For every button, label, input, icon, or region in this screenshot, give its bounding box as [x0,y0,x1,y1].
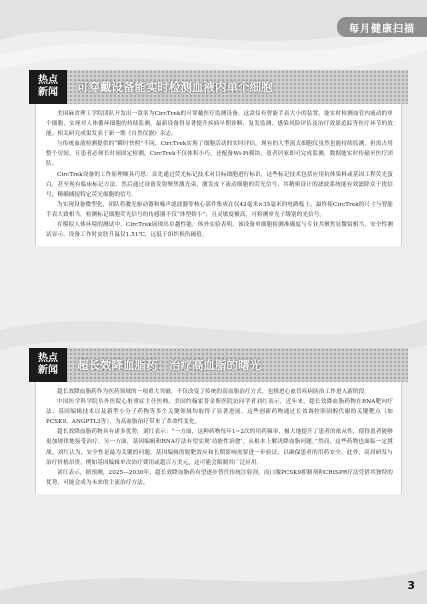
badge-text-bottom: 新闻 [38,365,58,376]
section-body [35,104,402,246]
paragraph: 与传统血液检测提供的“瞬时快照”不同，CircTrek实现了细胞活动的实时评估。现有的大型流式细胞仪虽然也能持续监测，但需占用整个房间，且患者必须长时间固定检测，CircTrek不仅体积小巧，还配备Wi-Fi模块，患者居家即可完成监测，数据能实时传输至医疗团队。 [46,141,393,168]
hot-news-badge [29,70,67,104]
hot-news-badge [29,348,67,382]
paragraph: 超长效降血脂药物具有诸多优势。刘红表示：“一方面，这种药物每年1~2次的用药频率，极大地提升了患者的依从性，使得患者能够更加规律地接受治疗。另一方面，基因编辑和RNA疗法有望实现‘功能性治愈’，从根本上解决降血脂问题。”然而，这些药物也面临一定挑战。刘红认为，安全性是最为关键的问题，基因编辑的脱靶效应和长期影响需要进一步验证，以确保患者的用药安全。此外，高昂研发与治疗价格昂贵，例如基因编辑单次治疗费用或超百万美元，这可能会限制其广泛应用。 [46,429,393,466]
section-title-bar [29,348,408,382]
section-title-bar [29,70,408,104]
header-section-tab [337,17,427,37]
badge-text-bottom: 新闻 [38,87,58,98]
news-section-1 [29,70,408,246]
paragraph: 超长效降血脂药作为医药领域的一项重大突破，不仅改变了传统的高血脂治疗方式，也推进心血管疾病防治工作进入新阶段。 [57,389,371,395]
section-title: 超长效降血脂药：治疗高血脂的曙光 [77,358,261,372]
paragraph: 刘红表示，据预测，2025—2030年，超长效降血脂药有望逐步替代传统注射剂，而口服PCSK9抑制剂和CRISPR疗法凭借其独特的优势，可能会成为未来的主流治疗方法。 [46,469,393,486]
paragraph: CircTrek设备的工作原理颇具巧思：首先通过荧光标记技术对目标细胞进行标识，这些标记技术包括应用抗体染料或基因工程荧光蛋白，甚至现有临床标记方法。然后通过设备发射聚焦激光束，激发皮下流动细胞的荧光信号，其精密设计的滤波系统能有效滤除众干扰信号，精确捕捉特定荧光细胞的信号。 [46,171,393,198]
badge-text-top: 热点 [38,75,58,86]
paragraph: 在模拟人体环境的测试中，CircTrek展现出卓越性能，体外实验表明，该设备单细胞检测准确度与专业共聚焦显微镜相当，安全性测试显示，设备工作时皮肤升温仅1.51℃，远低于组织损伤阈值。 [46,222,393,239]
paragraph: 美国麻省理工学院团队开发出一款名为CircTrek的可穿戴医疗监测设备。这款仪有智能手表大小的装置，能实时检测血管内流动的单个细胞，实现对人体循环细胞的持续监测。最新设备得显著提升疾病早期诊断、复发监测、感染风险评估及治疗效果追踪等医疗环节的效能。相关研究成果发表于新一期《自然仪器》杂志。 [46,111,393,138]
page-number: 3 [407,579,415,592]
section-title: 可穿戴设备能实时检测血液内单个细胞 [77,80,273,94]
paragraph: 为实现设备微型化，团队将激光驱动器和噪声滤波器等核心部件集成在仅42毫米×35毫米的电路板上，最终使CircTrek的尺寸与智能手表大致相当。检测标记细胞荧光信号的传感器不仅“体型娇小”，且灵敏度极高，可检测单光子级别的光信号。 [46,201,393,218]
header-label: 每月健康扫描 [349,23,415,35]
news-section-2 [29,348,408,494]
paragraph: 中国医学科学院阜外医院心脏重症主任医师、美国约翰霍普金斯医院访问学者刘红表示，近年来，超长效降血脂药物在RNA靶向疗法、基因编辑技术以及新型小分子药物等多个关键领域均取得了显著进展。这些创新药物通过长效调控胆固醇代谢的关键靶点（如PCSK9、ANGPTL3等），为高血脂治疗带来了革命性变化。 [46,399,393,426]
badge-text-top: 热点 [38,353,58,364]
section-body [35,382,402,494]
